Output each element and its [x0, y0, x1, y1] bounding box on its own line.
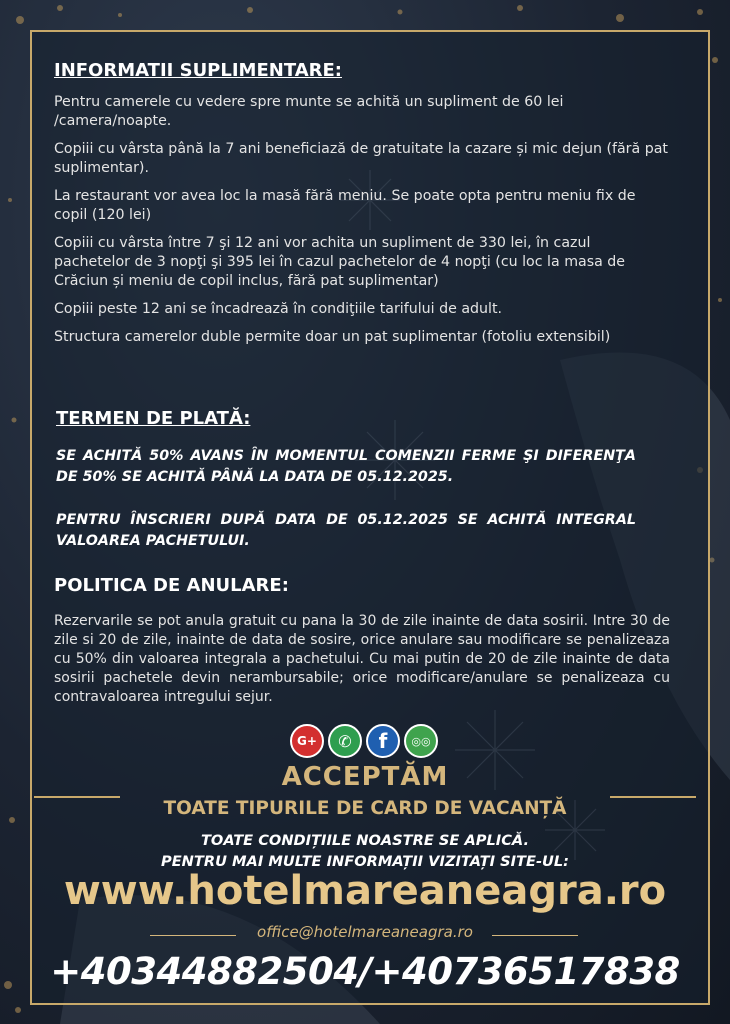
facebook-icon[interactable]: f — [366, 724, 400, 758]
social-icons — [290, 724, 438, 758]
whatsapp-icon[interactable]: ✆ — [328, 724, 362, 758]
email-link[interactable]: office@hotelmareaneagra.ro — [257, 923, 473, 941]
cards-subheading: TOATE TIPURILE DE CARD DE VACANȚĂ — [163, 798, 567, 819]
info-paragraph: La restaurant vor avea loc la masă fără meniu. Se poate opta pentru meniu fix de copil (120 lei) — [54, 188, 636, 223]
info-paragraph: Copiii cu vârsta între 7 şi 12 ani vor achita un supliment de 330 lei, în cazul pachetelor de 3 nopţi şi 395 lei în cazul pachetelor de 4 nopţi (cu loc la masa de Crăciun și meniu de copil inclus, fără pat suplimentar) — [54, 235, 626, 289]
info-paragraph: Structura camerelor duble permite doar un pat suplimentar (fotoliu extensibil) — [54, 329, 611, 345]
info-paragraph: Pentru camerele cu vedere spre munte se achită un supliment de 60 lei /camera/noapte. — [54, 94, 564, 129]
info-title: INFORMATII SUPLIMENTARE: — [54, 60, 342, 81]
accept-heading: ACCEPTĂM — [281, 762, 449, 792]
cancellation-title: POLITICA DE ANULARE: — [54, 575, 289, 596]
payment-title: TERMEN DE PLATĂ: — [56, 408, 251, 429]
info-paragraph: Copiii peste 12 ani se încadrează în condiţiile tarifului de adult. — [54, 301, 503, 317]
conditions-text: TOATE CONDIȚIILE NOASTRE SE APLICĂ. — [200, 832, 530, 849]
more-info-text: PENTRU MAI MULTE INFORMAȚII VIZITAȚI SITE-UL: — [161, 853, 569, 870]
website-link[interactable]: www.hotelmareaneagra.ro — [63, 868, 667, 914]
info-paragraph: Copiii cu vârsta până la 7 ani beneficiază de gratuitate la cazare și mic dejun (fără pat suplimentar). — [54, 141, 668, 176]
phone-numbers[interactable]: +40344882504/+40736517838 — [50, 950, 680, 993]
cancellation-text: Rezervarile se pot anula gratuit cu pana la 30 de zile inainte de data sosirii. Intre 30 de zile si 20 de zile, inainte de data de sosire, orice anulare sau modificare se penalizeaza cu 50% din valoarea integrala a pachetului. Cu mai putin de 20 de zile inainte de data sosirii pachetele devin nerambursabile; orice modificare/anulare se penalizeaza cu contravaloarea intregului sejur. — [54, 613, 670, 705]
info-section — [54, 60, 670, 356]
google-plus-icon[interactable]: G+ — [290, 724, 324, 758]
payment-line-2: PENTRU ÎNSCRIERI DUPĂ DATA DE 05.12.2025 SE ACHITĂ INTEGRAL VALOAREA PACHETULUI. — [56, 512, 636, 549]
payment-line-1: SE ACHITĂ 50% AVANS ÎN MOMENTUL COMENZII FERME ŞI DIFERENŢA DE 50% SE ACHITĂ PÂNĂ LA DATA DE 05.12.2025. — [56, 448, 636, 485]
tripadvisor-icon[interactable]: ◎◎ — [404, 724, 438, 758]
